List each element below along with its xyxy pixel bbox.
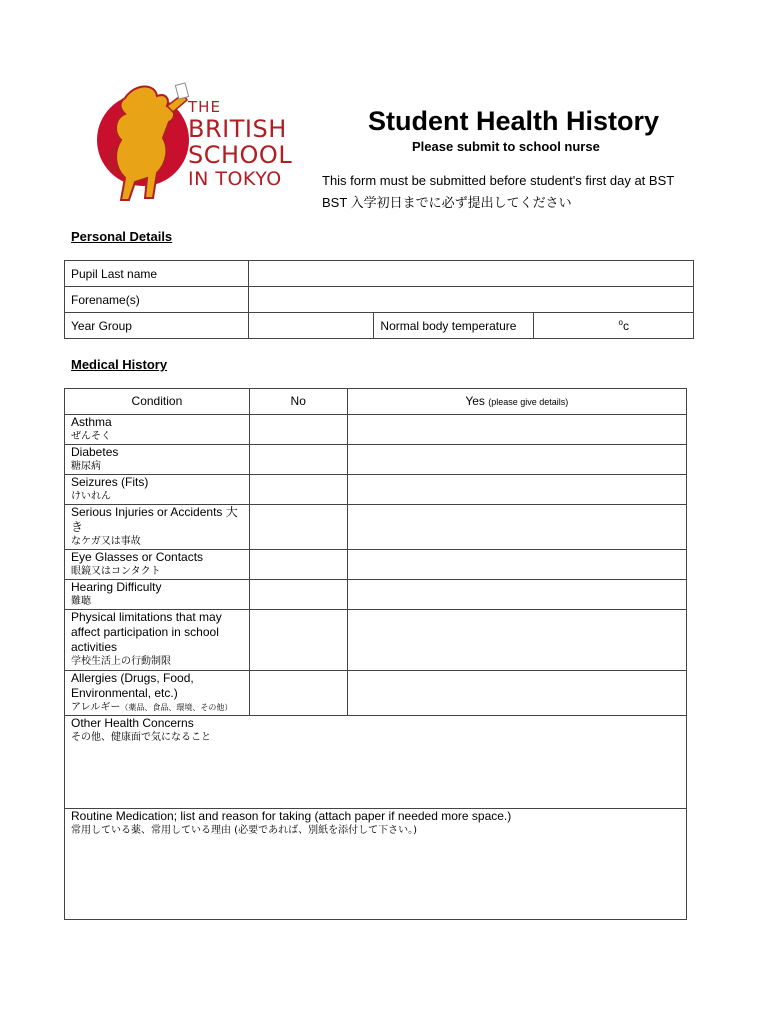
last-name-label: Pupil Last name xyxy=(65,261,249,287)
condition-label-jp: なケガ又は事故 xyxy=(71,536,141,547)
condition-label-jp: アレルギー xyxy=(71,702,121,713)
condition-label-jp-note: （薬品、食品、環境、その他） xyxy=(120,703,233,712)
condition-label-jp: 糖尿病 xyxy=(71,461,101,472)
form-title: Student Health History xyxy=(368,106,660,136)
table-row xyxy=(65,671,687,716)
school-logo-wordmark xyxy=(188,100,292,189)
condition-label: Hearing Difficulty xyxy=(71,580,162,594)
yes-details-cell[interactable] xyxy=(347,505,686,550)
condition-label-jp: 眼鏡又はコンタクト xyxy=(71,566,161,577)
condition-label-jp: 難聴 xyxy=(71,596,91,607)
table-row xyxy=(65,445,687,475)
submission-notice-en: This form must be submitted before student's first day at BST xyxy=(322,173,675,188)
condition-label: Diabetes xyxy=(71,445,119,459)
forename-label: Forename(s) xyxy=(65,287,249,313)
condition-label-jp: ぜんそく xyxy=(71,431,111,442)
no-cell[interactable] xyxy=(249,415,347,445)
table-header-row xyxy=(65,389,687,415)
condition-label: Serious Injuries or Accidents 大き xyxy=(71,505,238,534)
table-row xyxy=(65,505,687,550)
table-row xyxy=(65,475,687,505)
condition-cell xyxy=(65,475,250,505)
no-cell[interactable] xyxy=(249,475,347,505)
routine-medication-label: Routine Medication; list and reason for taking (attach paper if needed more space.) xyxy=(71,809,512,823)
temperature-unit: $^o$c xyxy=(618,318,629,333)
no-cell[interactable] xyxy=(249,610,347,671)
yes-details-cell[interactable] xyxy=(347,415,686,445)
table-row xyxy=(65,261,694,287)
condition-cell xyxy=(65,580,250,610)
temperature-field[interactable] xyxy=(534,313,694,339)
no-cell[interactable] xyxy=(249,445,347,475)
table-row xyxy=(65,580,687,610)
personal-details-table xyxy=(64,260,694,339)
condition-label-jp: 学校生活上の行動制限 xyxy=(71,656,171,667)
condition-label: Allergies (Drugs, Food, Environmental, etc.) xyxy=(71,671,194,700)
condition-cell xyxy=(65,671,250,716)
personal-details-heading: Personal Details xyxy=(71,229,173,244)
routine-medication-cell[interactable] xyxy=(65,809,687,920)
logo-line-tokyo: IN TOKYO xyxy=(188,168,282,190)
no-column-header: No xyxy=(249,389,347,415)
logo-line-school: SCHOOL xyxy=(188,141,293,169)
condition-cell xyxy=(65,445,250,475)
table-row xyxy=(65,415,687,445)
medical-history-table xyxy=(64,388,687,920)
yes-details-cell[interactable] xyxy=(347,550,686,580)
form-subtitle: Please submit to school nurse xyxy=(412,139,600,154)
condition-label-jp: けいれん xyxy=(71,491,111,502)
condition-cell xyxy=(65,505,250,550)
other-health-concerns-label-jp: その他、健康面で気になること xyxy=(71,732,211,743)
logo-line-the: THE xyxy=(188,98,221,116)
table-row xyxy=(65,809,687,920)
logo-line-british: BRITISH xyxy=(188,115,287,143)
condition-cell xyxy=(65,550,250,580)
yes-details-cell[interactable] xyxy=(347,580,686,610)
year-group-label: Year Group xyxy=(65,313,249,339)
no-cell[interactable] xyxy=(249,580,347,610)
no-cell[interactable] xyxy=(249,505,347,550)
last-name-field[interactable] xyxy=(248,261,693,287)
medical-history-heading: Medical History xyxy=(71,357,168,372)
yes-column-header xyxy=(347,389,686,415)
submission-notice-jp: BST 入学初日までに必ず提出してください xyxy=(322,195,572,210)
other-health-concerns-label: Other Health Concerns xyxy=(71,716,194,730)
yes-details-cell[interactable] xyxy=(347,475,686,505)
condition-label: Eye Glasses or Contacts xyxy=(71,550,204,564)
table-row xyxy=(65,287,694,313)
table-row xyxy=(65,610,687,671)
forename-field[interactable] xyxy=(248,287,693,313)
yes-details-cell[interactable] xyxy=(347,671,686,716)
condition-label: Seizures (Fits) xyxy=(71,475,149,489)
no-cell[interactable] xyxy=(249,671,347,716)
yes-column-note: (please give details) xyxy=(488,396,569,407)
table-row xyxy=(65,550,687,580)
temperature-label: Normal body temperature xyxy=(374,313,534,339)
condition-label: Asthma xyxy=(71,415,112,429)
table-row xyxy=(65,716,687,809)
condition-cell xyxy=(65,610,250,671)
yes-details-cell[interactable] xyxy=(347,610,686,671)
condition-cell xyxy=(65,415,250,445)
condition-column-header: Condition xyxy=(65,389,250,415)
table-row xyxy=(65,313,694,339)
yes-column-label: Yes xyxy=(465,393,485,408)
condition-label: Physical limitations that may affect participation in school activities xyxy=(71,610,222,654)
routine-medication-label-jp: 常用している薬、常用している理由 (必要であれば、別紙を添付して下さい。) xyxy=(71,825,417,836)
year-group-field[interactable] xyxy=(248,313,374,339)
no-cell[interactable] xyxy=(249,550,347,580)
yes-details-cell[interactable] xyxy=(347,445,686,475)
other-health-concerns-cell[interactable] xyxy=(65,716,687,809)
